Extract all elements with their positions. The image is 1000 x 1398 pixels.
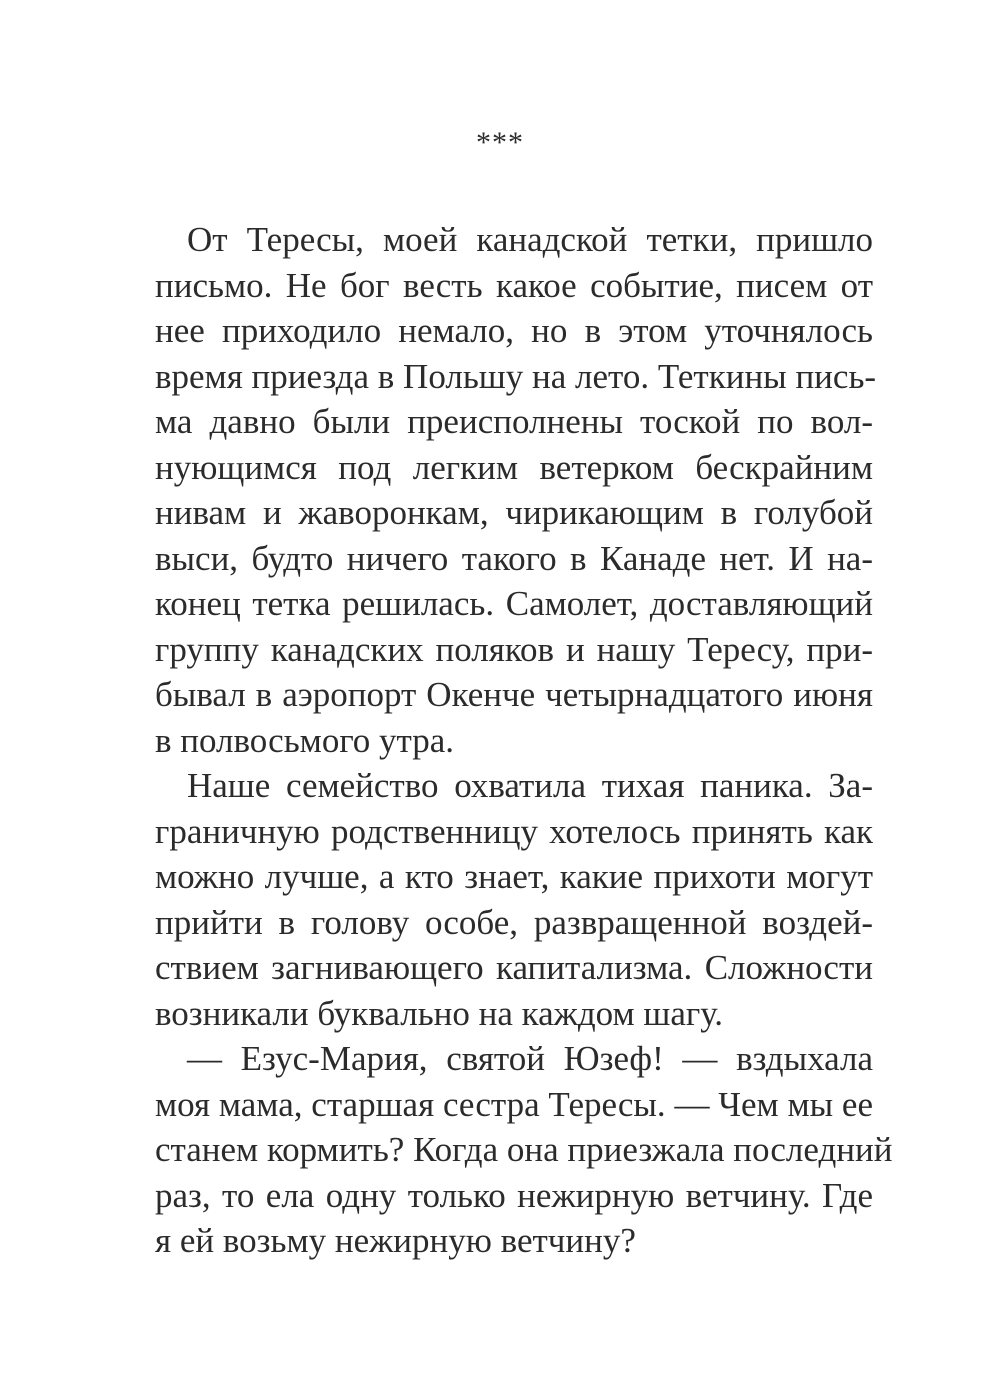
text-line: моя мама, старшая сестра Тересы. — Чем мы ее xyxy=(155,1084,873,1124)
text-line: группу канадских поляков и нашу Тересу, при- xyxy=(155,629,873,669)
text-line: нующимся под легким ветерком бескрайним xyxy=(155,447,873,487)
text-line: выси, будто ничего такого в Канаде нет. И на- xyxy=(155,538,873,578)
text-line: возникали буквально на каждом шагу. xyxy=(155,993,723,1033)
text-line: я ей возьму нежирную ветчину? xyxy=(155,1221,636,1260)
text-body xyxy=(155,217,893,1264)
text-line: время приезда в Польшу на лето. Теткины пись- xyxy=(155,356,877,396)
text-line: Наше семейство охватила тихая паника. За- xyxy=(187,766,873,805)
text-line: ма давно были преисполнены тоской по вол- xyxy=(155,402,873,441)
text-line: От Тересы, моей канадской тетки, пришло xyxy=(187,220,873,259)
text-line: нее приходило немало, но в этом уточнялось xyxy=(155,311,873,350)
text-line: письмо. Не бог весть какое событие, писем от xyxy=(155,265,873,305)
text-line: станем кормить? Когда она приезжала последний xyxy=(155,1130,893,1169)
text-line: можно лучше, а кто знает, какие прихоти могут xyxy=(155,857,873,896)
section-separator: *** xyxy=(476,126,524,159)
text-line: в полвосьмого утра. xyxy=(155,720,455,760)
text-line: ствием загнивающего капитализма. Сложности xyxy=(155,948,873,987)
text-line: граничную родственницу хотелось принять как xyxy=(155,811,873,851)
text-line: — Езус-Мария, святой Юзеф! — вздыхала xyxy=(187,1039,873,1078)
text-line: прийти в голову особе, развращенной воздей- xyxy=(155,902,873,942)
text-line: конец тетка решилась. Самолет, доставляющий xyxy=(155,584,873,623)
text-line: нивам и жаворонкам, чирикающим в голубой xyxy=(155,493,873,532)
text-line: бывал в аэропорт Окенче четырнадцатого июня xyxy=(155,675,873,714)
text-line: раз, то ела одну только нежирную ветчину. Где xyxy=(155,1175,873,1215)
